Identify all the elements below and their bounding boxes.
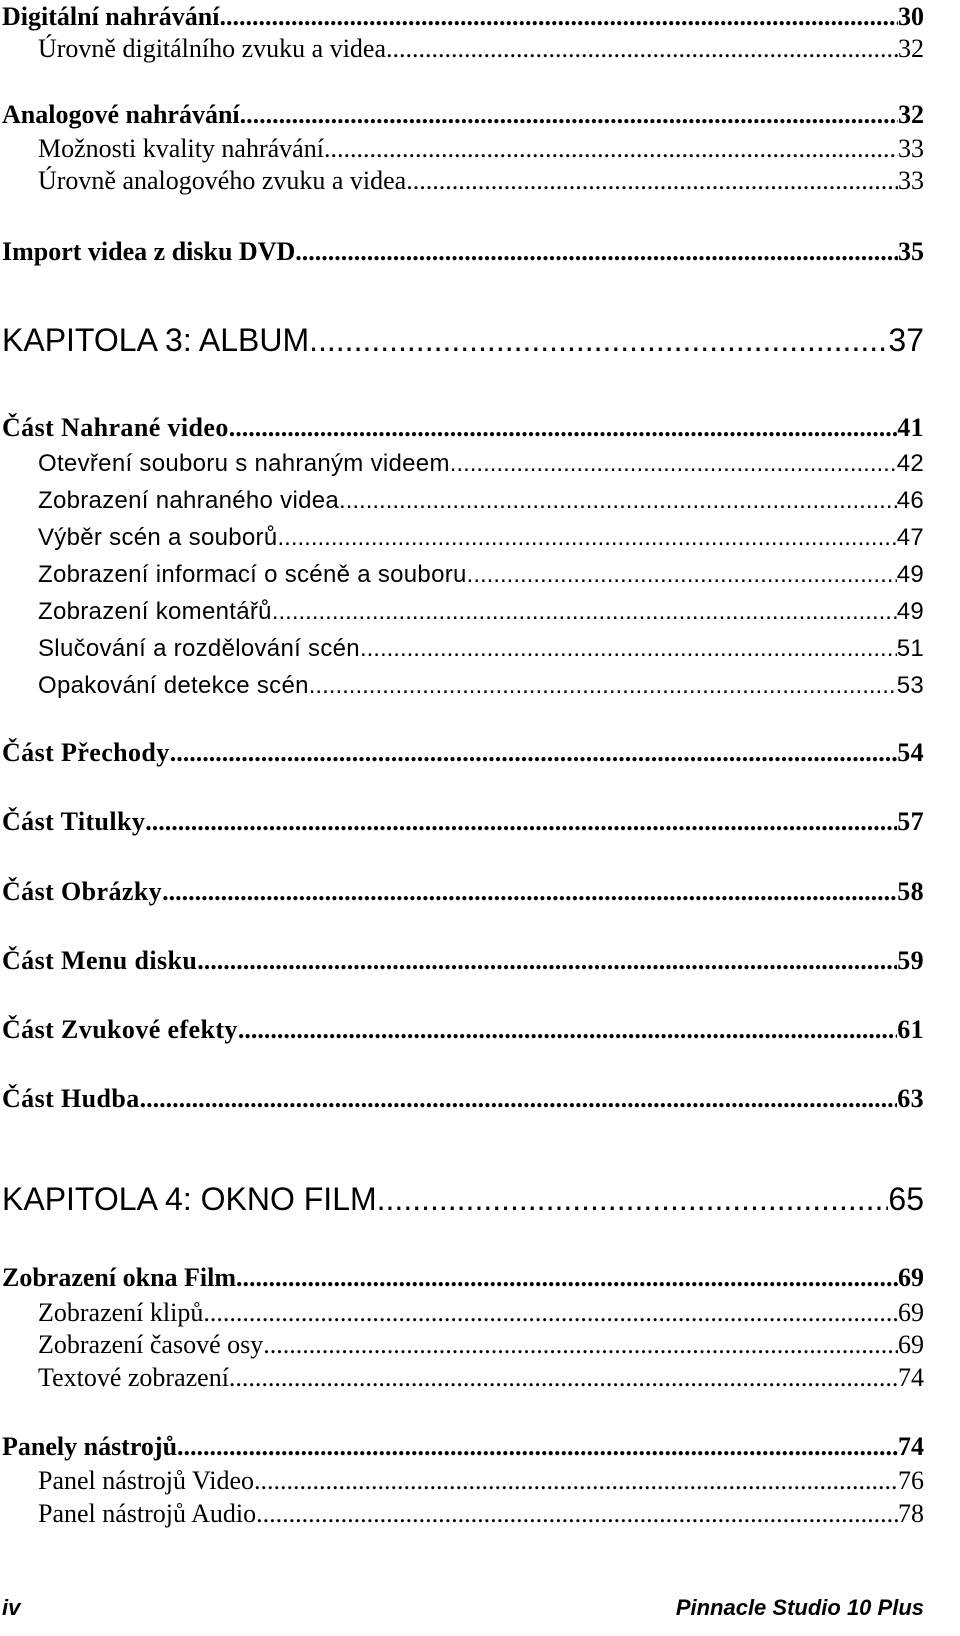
toc-chapter-entry [0,1181,924,1218]
toc-entry-title: KAPITOLA 4: OKNO FILM [2,1181,377,1217]
toc-entry-page: 37 [888,322,924,358]
toc-entry-title: Výběr scén a souborů [38,524,278,551]
leader-dots [229,413,897,443]
leader-dots [170,738,898,768]
toc-entry [0,413,924,443]
toc-entry-title: Zobrazení časové osy [38,1330,264,1359]
leader-dots [295,237,898,267]
toc-entry [0,1263,924,1293]
toc-entry-title: KAPITOLA 3: ALBUM [2,322,310,358]
toc-entry-title: Část Přechody [2,738,170,767]
toc-entry-title: Zobrazení nahraného videa [38,487,340,514]
leader-dots [177,1432,898,1462]
toc-entry-title: Část Menu disku [2,946,198,975]
leader-dots [145,807,897,837]
toc-entry-title: Úrovně digitálního zvuku a videa [38,34,387,63]
toc-entry [0,598,924,626]
toc-entry [0,635,924,663]
toc-entry-title: Zobrazení klipů [38,1298,204,1327]
toc-entry-title: Možnosti kvality nahrávání [38,134,324,163]
toc-entry [0,100,924,130]
toc-entry-title: Zobrazení okna Film [2,1263,237,1292]
toc-entry [0,237,924,267]
toc-entry-page: 74 [898,1363,924,1392]
leader-dots [263,1330,898,1360]
toc-entry [0,946,924,976]
toc-entry [0,1298,924,1328]
toc-entry [0,1363,924,1393]
toc-entry [0,166,924,196]
toc-entry-title: Část Obrázky [2,877,163,906]
leader-dots [272,598,897,626]
leader-dots [386,34,898,64]
toc-entry-page: 53 [896,672,924,699]
toc-entry-title: Analogové nahrávání [2,100,240,129]
toc-entry-title: Úrovně analogového zvuku a videa [38,166,407,195]
toc-entry-title: Digitální nahrávání [2,2,220,31]
leader-dots [377,1181,889,1218]
toc-entry-page: 54 [897,738,924,767]
toc-entry-page: 47 [896,524,924,551]
toc-entry-title: Panel nástrojů Video [38,1466,255,1495]
toc-entry [0,524,924,552]
toc-entry-page: 63 [897,1084,924,1113]
toc-entry-title: Část Zvukové efekty [2,1015,238,1044]
leader-dots [256,1499,898,1529]
toc-entry-page: 33 [898,166,924,195]
leader-dots [406,166,898,196]
toc-entry-page: 41 [897,413,924,442]
toc-entry [0,1499,924,1529]
toc-entry-page: 42 [896,450,924,477]
toc-entry-page: 51 [896,635,924,662]
leader-dots [450,450,897,478]
toc-entry [0,877,924,907]
toc-entry-page: 49 [896,598,924,625]
toc-entry-page: 49 [896,561,924,588]
toc-entry [0,134,924,164]
toc-entry-page: 33 [898,134,924,163]
toc-entry-page: 58 [897,877,924,906]
toc-entry [0,672,924,700]
toc-entry-page: 69 [898,1298,924,1327]
toc-entry [0,2,924,32]
toc-entry [0,487,924,515]
toc-entry [0,738,924,768]
toc-entry-page: 69 [898,1263,924,1292]
toc-entry [0,1084,924,1114]
toc-entry-page: 74 [898,1432,924,1461]
toc-entry-title: Část Hudba [2,1084,140,1113]
leader-dots [324,134,898,164]
toc-entry [0,34,924,64]
leader-dots [236,1263,898,1293]
toc-entry-page: 32 [898,34,924,63]
toc-entry-title: Zobrazení komentářů [38,598,272,625]
leader-dots [162,877,897,907]
toc-chapter-entry [0,322,924,359]
toc-entry-title: Část Nahrané video [2,413,229,442]
toc-entry-page: 32 [898,100,924,129]
toc-entry [0,1432,924,1462]
leader-dots [140,1084,898,1114]
leader-dots [360,635,897,663]
leader-dots [238,1015,897,1045]
toc-entry-title: Otevření souboru s nahraným videem [38,450,450,477]
footer-product-name: Pinnacle Studio 10 Plus [675,1595,924,1620]
toc-entry [0,807,924,837]
toc-entry-page: 76 [898,1466,924,1495]
toc-entry-page: 35 [898,237,924,266]
toc-entry-page: 69 [898,1330,924,1359]
toc-entry-title: Část Titulky [2,807,146,836]
toc-entry-page: 46 [896,487,924,514]
leader-dots [197,946,897,976]
toc-entry-page: 61 [897,1015,924,1044]
toc-entry [0,1466,924,1496]
leader-dots [277,524,896,552]
toc-entry-title: Panel nástrojů Audio [38,1499,257,1528]
toc-entry [0,561,924,589]
toc-entry-title: Import videa z disku DVD [2,237,296,266]
page-footer [0,1595,924,1631]
toc-entry [0,1015,924,1045]
leader-dots [467,561,897,589]
leader-dots [229,1363,898,1393]
toc-entry [0,450,924,478]
leader-dots [254,1466,898,1496]
leader-dots [309,672,897,700]
footer-page-number: iv [2,1595,21,1620]
toc-entry-page: 78 [898,1499,924,1528]
leader-dots [339,487,897,515]
toc-entry-page: 57 [897,807,924,836]
toc-entry-title: Panely nástrojů [2,1432,178,1461]
toc-entry-title: Textové zobrazení [38,1363,229,1392]
toc-entry-title: Slučování a rozdělování scén [38,635,360,662]
leader-dots [219,2,898,32]
toc-entry-page: 65 [888,1181,924,1217]
toc-entry [0,1330,924,1360]
leader-dots [309,322,888,359]
toc-entry-title: Opakování detekce scén [38,672,309,699]
toc-entry-page: 59 [897,946,924,975]
leader-dots [203,1298,898,1328]
toc-entry-title: Zobrazení informací o scéně a souboru [38,561,467,588]
toc-entry-page: 30 [898,2,924,31]
leader-dots [240,100,898,130]
